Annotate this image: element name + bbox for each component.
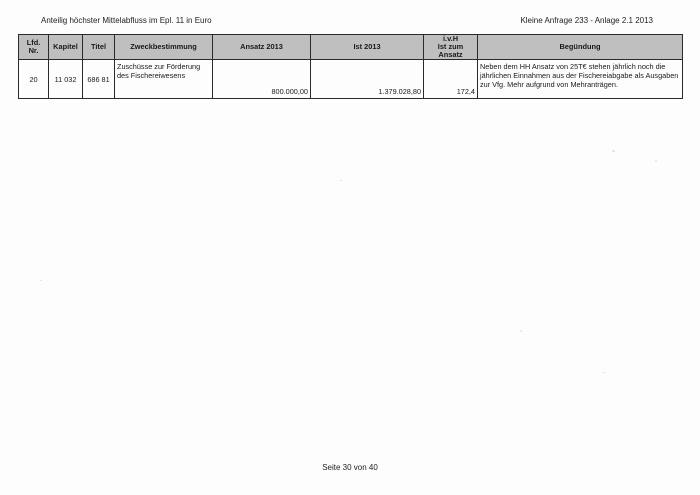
col-header-begruendung: Begündung bbox=[478, 35, 683, 60]
scan-speck bbox=[612, 150, 615, 152]
scan-speck bbox=[655, 160, 657, 162]
col-header-ist: Ist 2013 bbox=[311, 35, 424, 60]
cell-ansatz: 800.000,00 bbox=[213, 60, 311, 99]
col-header-titel: Titel bbox=[83, 35, 115, 60]
col-header-ansatz: Ansatz 2013 bbox=[213, 35, 311, 60]
scan-speck bbox=[40, 280, 42, 281]
budget-table bbox=[18, 34, 683, 99]
page-number: Seite 30 von 40 bbox=[322, 463, 378, 472]
scan-speck bbox=[520, 330, 522, 332]
header-reference: Kleine Anfrage 233 - Anlage 2.1 2013 bbox=[520, 16, 653, 25]
col-header-zweckbestimmung: Zweckbestimmung bbox=[115, 35, 213, 60]
scan-speck bbox=[602, 372, 605, 373]
cell-titel: 686 81 bbox=[83, 60, 115, 99]
cell-ist: 1.379.028,80 bbox=[311, 60, 424, 99]
cell-lfd-nr: 20 bbox=[19, 60, 49, 99]
scan-speck bbox=[340, 180, 342, 181]
cell-zweckbestimmung: Zuschüsse zur Förderung des Fischereiwesens bbox=[115, 60, 213, 99]
table-header-row bbox=[19, 35, 683, 60]
col-header-lfd-nr-line2: Nr. bbox=[28, 46, 39, 55]
cell-begruendung: Neben dem HH Ansatz von 25T€ stehen jährlich noch die jährlichen Einnahmen aus der Fischereiabgabe als Ausgaben zur Vfg. Mehr aufgrund von Mehranträgen. bbox=[478, 60, 683, 99]
cell-kapitel: 11 032 bbox=[49, 60, 83, 99]
table-row bbox=[19, 60, 683, 99]
col-header-kapitel: Kapitel bbox=[49, 35, 83, 60]
header-title: Anteilig höchster Mittelabfluss im Epl. 11 in Euro bbox=[41, 16, 212, 25]
col-header-ivh-line1: i.v.H bbox=[442, 34, 459, 43]
col-header-ivh-line2: Ist zum Ansatz bbox=[437, 42, 464, 59]
cell-ivh: 172,4 bbox=[424, 60, 478, 99]
col-header-ivh bbox=[424, 35, 478, 60]
col-header-lfd-nr bbox=[19, 35, 49, 60]
col-header-lfd-nr-line1: Lfd. bbox=[26, 38, 41, 47]
